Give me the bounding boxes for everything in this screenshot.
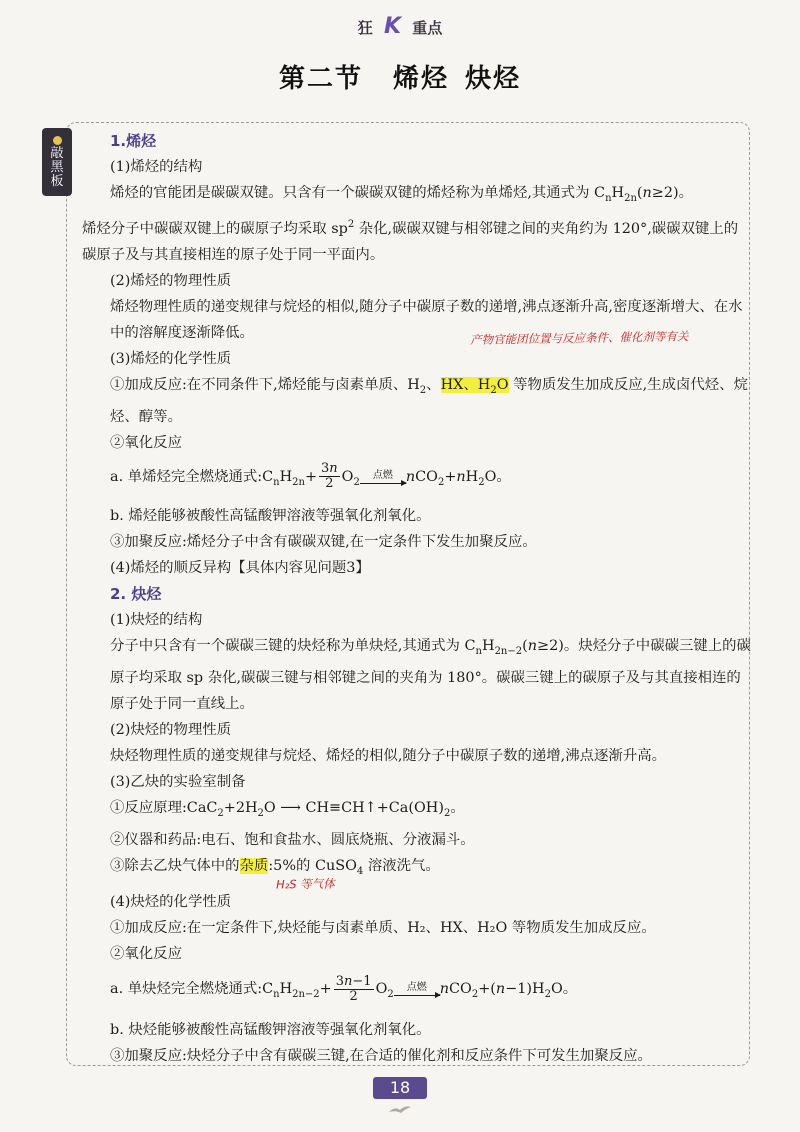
paragraph: 烯烃物理性质的递变规律与烷烃的相似,随分子中碳原子数的递增,沸点逐渐升高,密度逐渐增大、在水中的溶解度逐渐降低。 bbox=[110, 298, 743, 341]
main-content bbox=[82, 128, 752, 1069]
bird-icon bbox=[387, 1104, 413, 1114]
title-part1: 第二节 bbox=[278, 64, 363, 94]
subheading: (2)炔烃的物理性质 bbox=[110, 722, 232, 739]
subheading: (3)乙炔的实验室制备 bbox=[110, 774, 246, 791]
page-header bbox=[0, 14, 800, 40]
subheading: (4)炔烃的化学性质 bbox=[110, 894, 232, 911]
paragraph: 炔烃物理性质的递变规律与烷烃、烯烃的相似,随分子中碳原子数的递增,沸点逐渐升高。 bbox=[110, 748, 666, 765]
subheading: ②氧化反应 bbox=[110, 946, 182, 963]
highlight: HX、$H_2O$ bbox=[440, 376, 509, 396]
paragraph: ①反应原理$:CaC_2+2H_2O$ ⟶ $CH\equiv CH↑+Ca(OH)_2$。 bbox=[110, 800, 465, 820]
paragraph: ①加成反应:在一定条件下,炔烃能与卤素单质、H₂、HX、H₂O 等物质发生加成反应。 bbox=[110, 920, 656, 937]
handwritten-note-2: H₂S 等气体 bbox=[275, 876, 335, 892]
heading-alkene: 1.烯烃 bbox=[110, 132, 157, 150]
header-k-logo: K bbox=[383, 14, 402, 39]
paragraph: ②仪器和药品:电石、饱和食盐水、圆底烧瓶、分液漏斗。 bbox=[110, 832, 475, 849]
subheading: (4)烯烃的顺反异构【具体内容见问题3】 bbox=[110, 560, 370, 577]
paragraph: 烯烃分子中碳碳双键上的碳原子均采取 $sp^2$ 杂化,碳碳双键与相邻键之间的夹角约为 120°,碳碳双键上的碳原子及与其直接相连的原子处于同一平面内。 bbox=[82, 218, 739, 263]
subheading: (2)烯烃的物理性质 bbox=[110, 272, 232, 289]
paragraph: ③加聚反应:炔烃分子中含有碳碳三键,在合适的催化剂和反应条件下可发生加聚反应。 bbox=[110, 1047, 652, 1064]
subheading: (1)烯烃的结构 bbox=[110, 159, 203, 175]
paragraph: 烯烃的官能团是碳碳双键。只含有一个碳碳双键的烯烃称为单烯烃,其通式为 $C_nH_{2n}(n\ge 2)$。 bbox=[110, 185, 694, 204]
side-tab-char: 黑 bbox=[50, 159, 64, 175]
subheading: ②氧化反应 bbox=[110, 434, 182, 451]
paragraph: ③加聚反应:烯烃分子中含有碳碳双键,在一定条件下发生加聚反应。 bbox=[110, 534, 537, 551]
formula-line: a. 单炔烃完全燃烧通式$:C_nH_{2n-2}+$ $\frac{3n-1}{2}$ $O_2$ 点燃 $nCO_2+(n-1)H_2O$。 bbox=[110, 973, 578, 1004]
formula-line: a. 单烯烃完全燃烧通式$:C_nH_{2n}+$ $\frac{3n}{2}$ $O_2$ 点燃 $nCO_2+nH_2O$。 bbox=[110, 461, 511, 492]
paragraph: b. 炔烃能够被酸性高锰酸钾溶液等强氧化剂氧化。 bbox=[110, 1021, 431, 1038]
heading-alkyne: 2. 炔烃 bbox=[110, 585, 162, 604]
subheading: (1)炔烃的结构 bbox=[110, 612, 203, 629]
highlight: 杂质 bbox=[239, 858, 269, 875]
paragraph: ①加成反应:在不同条件下,烯烃能与卤素单质、$H_2$、HX、$H_2O$ 等物质发生加成反应,生成卤代烃、烷烃、醇等。 bbox=[110, 376, 748, 425]
page-number: 18 bbox=[373, 1077, 427, 1099]
subheading: (3)烯烃的化学性质 bbox=[110, 350, 232, 367]
paragraph: 分子中只含有一个碳碳三键的炔烃称为单炔烃,其通式为 $C_nH_{2n-2}(n\ge 2)$。炔烃分子中碳碳三键上的碳原子均采取 sp 杂化,碳碳三键与相邻键之间的夹角为 180°。碳碳三键上的碳原子及与其直接相连的原子处于同一直线上。 bbox=[110, 638, 751, 713]
paragraph: b. 烯烃能够被酸性高锰酸钾溶液等强氧化剂氧化。 bbox=[110, 508, 431, 525]
section-title bbox=[0, 58, 800, 95]
bulb-icon bbox=[53, 136, 62, 145]
side-tab-char: 敲 bbox=[50, 145, 64, 161]
handwritten-note-1: 产物官能团位置与反应条件、催化剂等有关 bbox=[469, 329, 689, 347]
header-right: 重点 bbox=[412, 19, 443, 37]
side-tab-badge bbox=[42, 128, 72, 196]
header-left: 狂 bbox=[357, 19, 373, 37]
title-part2: 烯烃 bbox=[392, 64, 449, 94]
side-tab-char: 板 bbox=[50, 173, 64, 189]
title-part3: 炔烃 bbox=[465, 64, 522, 94]
paragraph: ③除去乙炔气体中的杂质:5%的 CuSO$_4$ 溶液洗气。 bbox=[110, 858, 440, 878]
